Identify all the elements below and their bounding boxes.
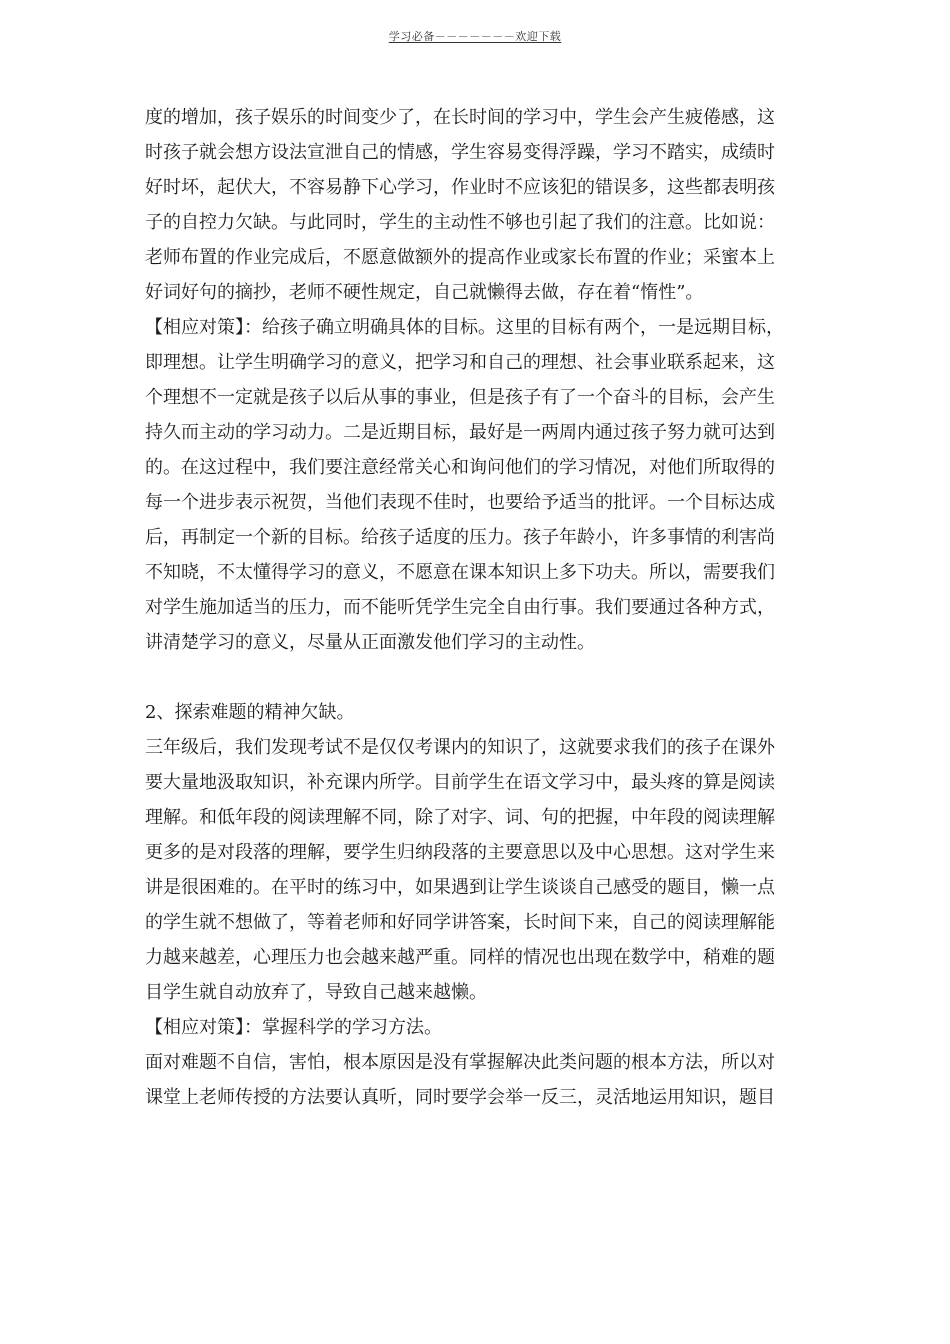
section-heading-text: 2、探索难题的精神欠缺。 <box>145 702 355 723</box>
text-line: 力越来越差，心理压力也会越来越严重。同样的情况也出现在数学中，稍难的题 <box>145 947 775 968</box>
text-line: 即理想。让学生明确学习的意义，把学习和自己的理想、社会事业联系起来，这 <box>145 352 775 373</box>
text-line: 对学生施加适当的压力，而不能听凭学生完全自由行事。我们要通过各种方式， <box>145 597 775 618</box>
text-line: 三年级后，我们发现考试不是仅仅考课内的知识了，这就要求我们的孩子在课外 <box>145 737 775 758</box>
page-header-watermark: 学习必备－－－－－－－欢迎下载 <box>388 30 562 43</box>
text-line: 讲清楚学习的意义，尽量从正面激发他们学习的主动性。 <box>145 632 595 653</box>
text-line: 持久而主动的学习动力。二是近期目标，最好是一两周内通过孩子努力就可达到 <box>145 422 775 443</box>
text-line: 好时坏，起伏大，不容易静下心学习，作业时不应该犯的错误多，这些都表明孩 <box>145 177 775 198</box>
text-line: 要大量地汲取知识，补充课内所学。目前学生在语文学习中，最头疼的算是阅读 <box>145 772 775 793</box>
text-line: 面对难题不自信，害怕，根本原因是没有掌握解决此类问题的根本方法，所以对 <box>145 1052 775 1073</box>
document-body <box>145 100 817 1115</box>
text-line: 更多的是对段落的理解，要学生归纳段落的主要意思以及中心思想。这对学生来 <box>145 842 775 863</box>
text-line: 的学生就不想做了，等着老师和好同学讲答案，长时间下来，自己的阅读理解能 <box>145 912 775 933</box>
section-heading-2 <box>145 695 817 730</box>
paragraph-strategy-method <box>145 1010 817 1045</box>
paragraph-problem-self-control <box>145 100 817 310</box>
text-line: 不知晓，不太懂得学习的意义，不愿意在课本知识上多下功夫。所以，需要我们 <box>145 562 775 583</box>
text-line: 时孩子就会想方设法宣泄自己的情感，学生容易变得浮躁，学习不踏实，成绩时 <box>145 142 775 163</box>
paragraph-strategy-goals <box>145 310 817 660</box>
text-line: 【相应对策】：给孩子确立明确具体的目标。这里的目标有两个，一是远期目标， <box>145 317 784 338</box>
paragraph-method-detail <box>145 1045 817 1115</box>
paragraph-problem-difficult-questions <box>145 730 817 1010</box>
text-line: 【相应对策】：掌握科学的学习方法。 <box>145 1017 442 1038</box>
text-line: 理解。和低年段的阅读理解不同，除了对字、词、句的把握，中年段的阅读理解 <box>145 807 775 828</box>
text-line: 度的增加，孩子娱乐的时间变少了，在长时间的学习中，学生会产生疲倦感，这 <box>145 107 775 128</box>
text-line: 老师布置的作业完成后，不愿意做额外的提高作业或家长布置的作业；采蜜本上 <box>145 247 775 268</box>
paragraph-spacer <box>145 660 817 695</box>
text-line: 讲是很困难的。在平时的练习中，如果遇到让学生谈谈自己感受的题目，懒一点 <box>145 877 775 898</box>
text-line: 课堂上老师传授的方法要认真听，同时要学会举一反三，灵活地运用知识，题目 <box>145 1087 775 1108</box>
text-line: 的。在这过程中，我们要注意经常关心和询问他们的学习情况，对他们所取得的 <box>145 457 775 478</box>
text-line: 后，再制定一个新的目标。给孩子适度的压力。孩子年龄小，许多事情的利害尚 <box>145 527 775 548</box>
text-line: 每一个进步表示祝贺，当他们表现不佳时，也要给予适当的批评。一个目标达成 <box>145 492 775 513</box>
text-line: 子的自控力欠缺。与此同时，学生的主动性不够也引起了我们的注意。比如说： <box>145 212 775 233</box>
text-line: 个理想不一定就是孩子以后从事的事业，但是孩子有了一个奋斗的目标，会产生 <box>145 387 775 408</box>
text-line: 目学生就自动放弃了，导致自己越来越懒。 <box>145 982 487 1003</box>
text-line: 好词好句的摘抄，老师不硬性规定，自己就懒得去做，存在着“惰性”。 <box>145 282 704 303</box>
